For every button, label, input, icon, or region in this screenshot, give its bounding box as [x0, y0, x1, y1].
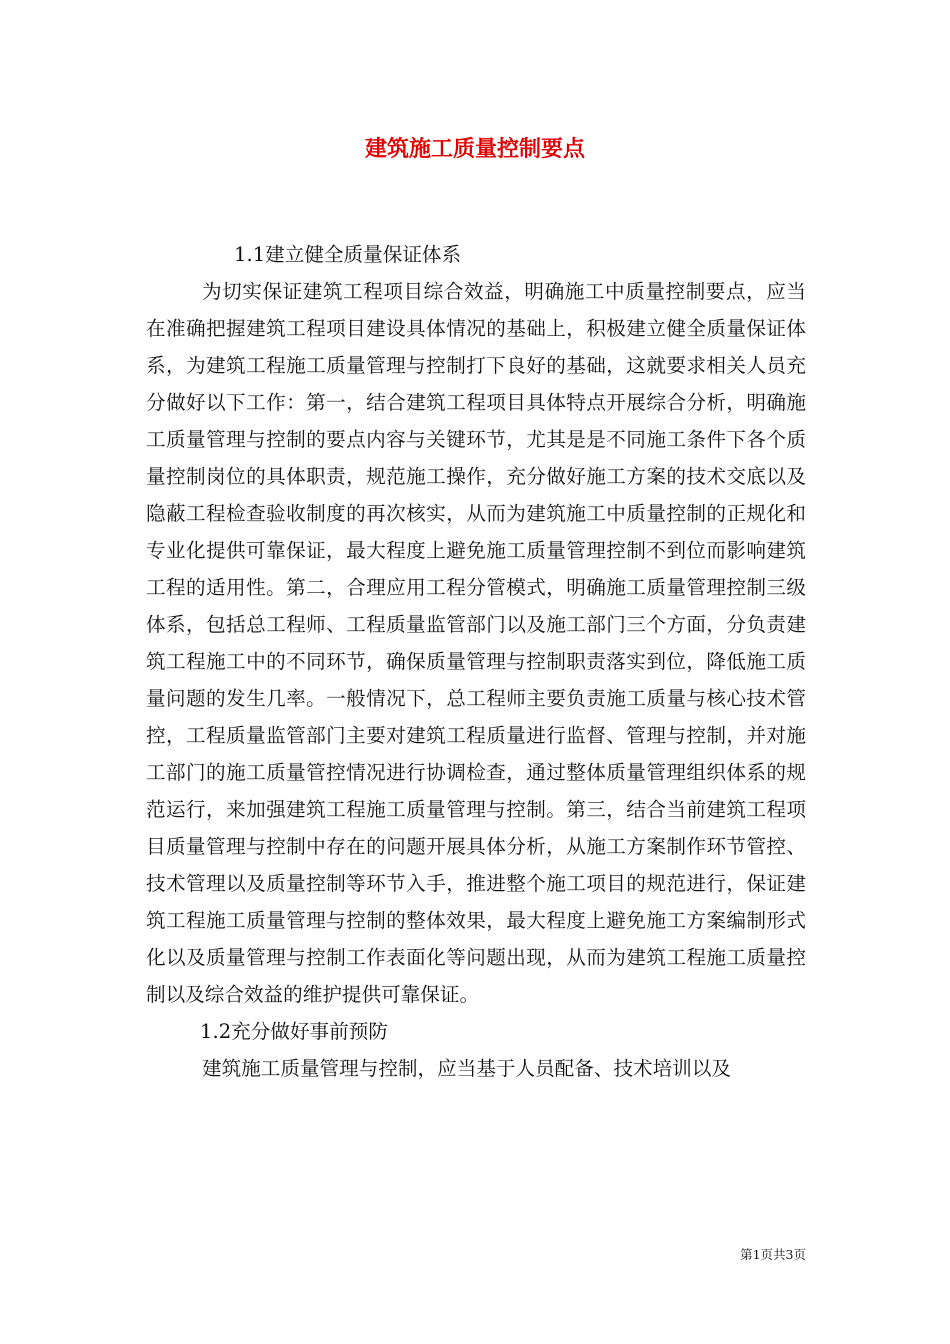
section-paragraph-1-1: 为切实保证建筑工程项目综合效益，明确施工中质量控制要点，应当在准确把握建筑工程项目建设具体情况的基础上，积极建立健全质量保证体系，为建筑工程施工质量管理与控制打下良好的基础，这就要求相关人员充分做好以下工作：第一，结合建筑工程项目具体特点开展综合分析，明确施工质量管理与控制的要点内容与关键环节，尤其是是不同施工条件下各个质量控制岗位的具体职责，规范施工操作，充分做好施工方案的技术交底以及隐蔽工程检查验收制度的再次核实，从而为建筑施工中质量控制的正规化和专业化提供可靠保证，最大程度上避免施工质量管理控制不到位而影响建筑工程的适用性。第二，合理应用工程分管模式，明确施工质量管理控制三级体系，包括总工程师、工程质量监管部门以及施工部门三个方面，分负责建筑工程施工中的不同环节，确保质量管理与控制职责落实到位，降低施工质量问题的发生几率。一般情况下，总工程师主要负责施工质量与核心技术管控，工程质量监管部门主要对建筑工程质量进行监督、管理与控制，并对施工部门的施工质量管控情况进行协调检查，通过整体质量管理组织体系的规范运行，来加强建筑工程施工质量管理与控制。第三，结合当前建筑工程项目质量管理与控制中存在的问题开展具体分析，从施工方案制作环节管控、技术管理以及质量控制等环节入手，推进整个施工项目的规范进行，保证建筑工程施工质量管理与控制的整体效果，最大程度上避免施工方案编制形式化以及质量管理与控制工作表面化等问题出现，从而为建筑工程施工质量控制以及综合效益的维护提供可靠保证。	[146, 280, 806, 1006]
document-title: 建筑施工质量控制要点	[364, 136, 585, 162]
section-heading-1-1: 1.1建立健全质量保证体系	[234, 243, 462, 266]
document-body	[146, 236, 806, 1087]
section-paragraph-1-2: 建筑施工质量管理与控制，应当基于人员配备、技术培训以及	[202, 1057, 732, 1080]
page-number-footer: 第1页共3页	[740, 1247, 806, 1262]
section-heading-1-2: 1.2充分做好事前预防	[200, 1020, 388, 1043]
